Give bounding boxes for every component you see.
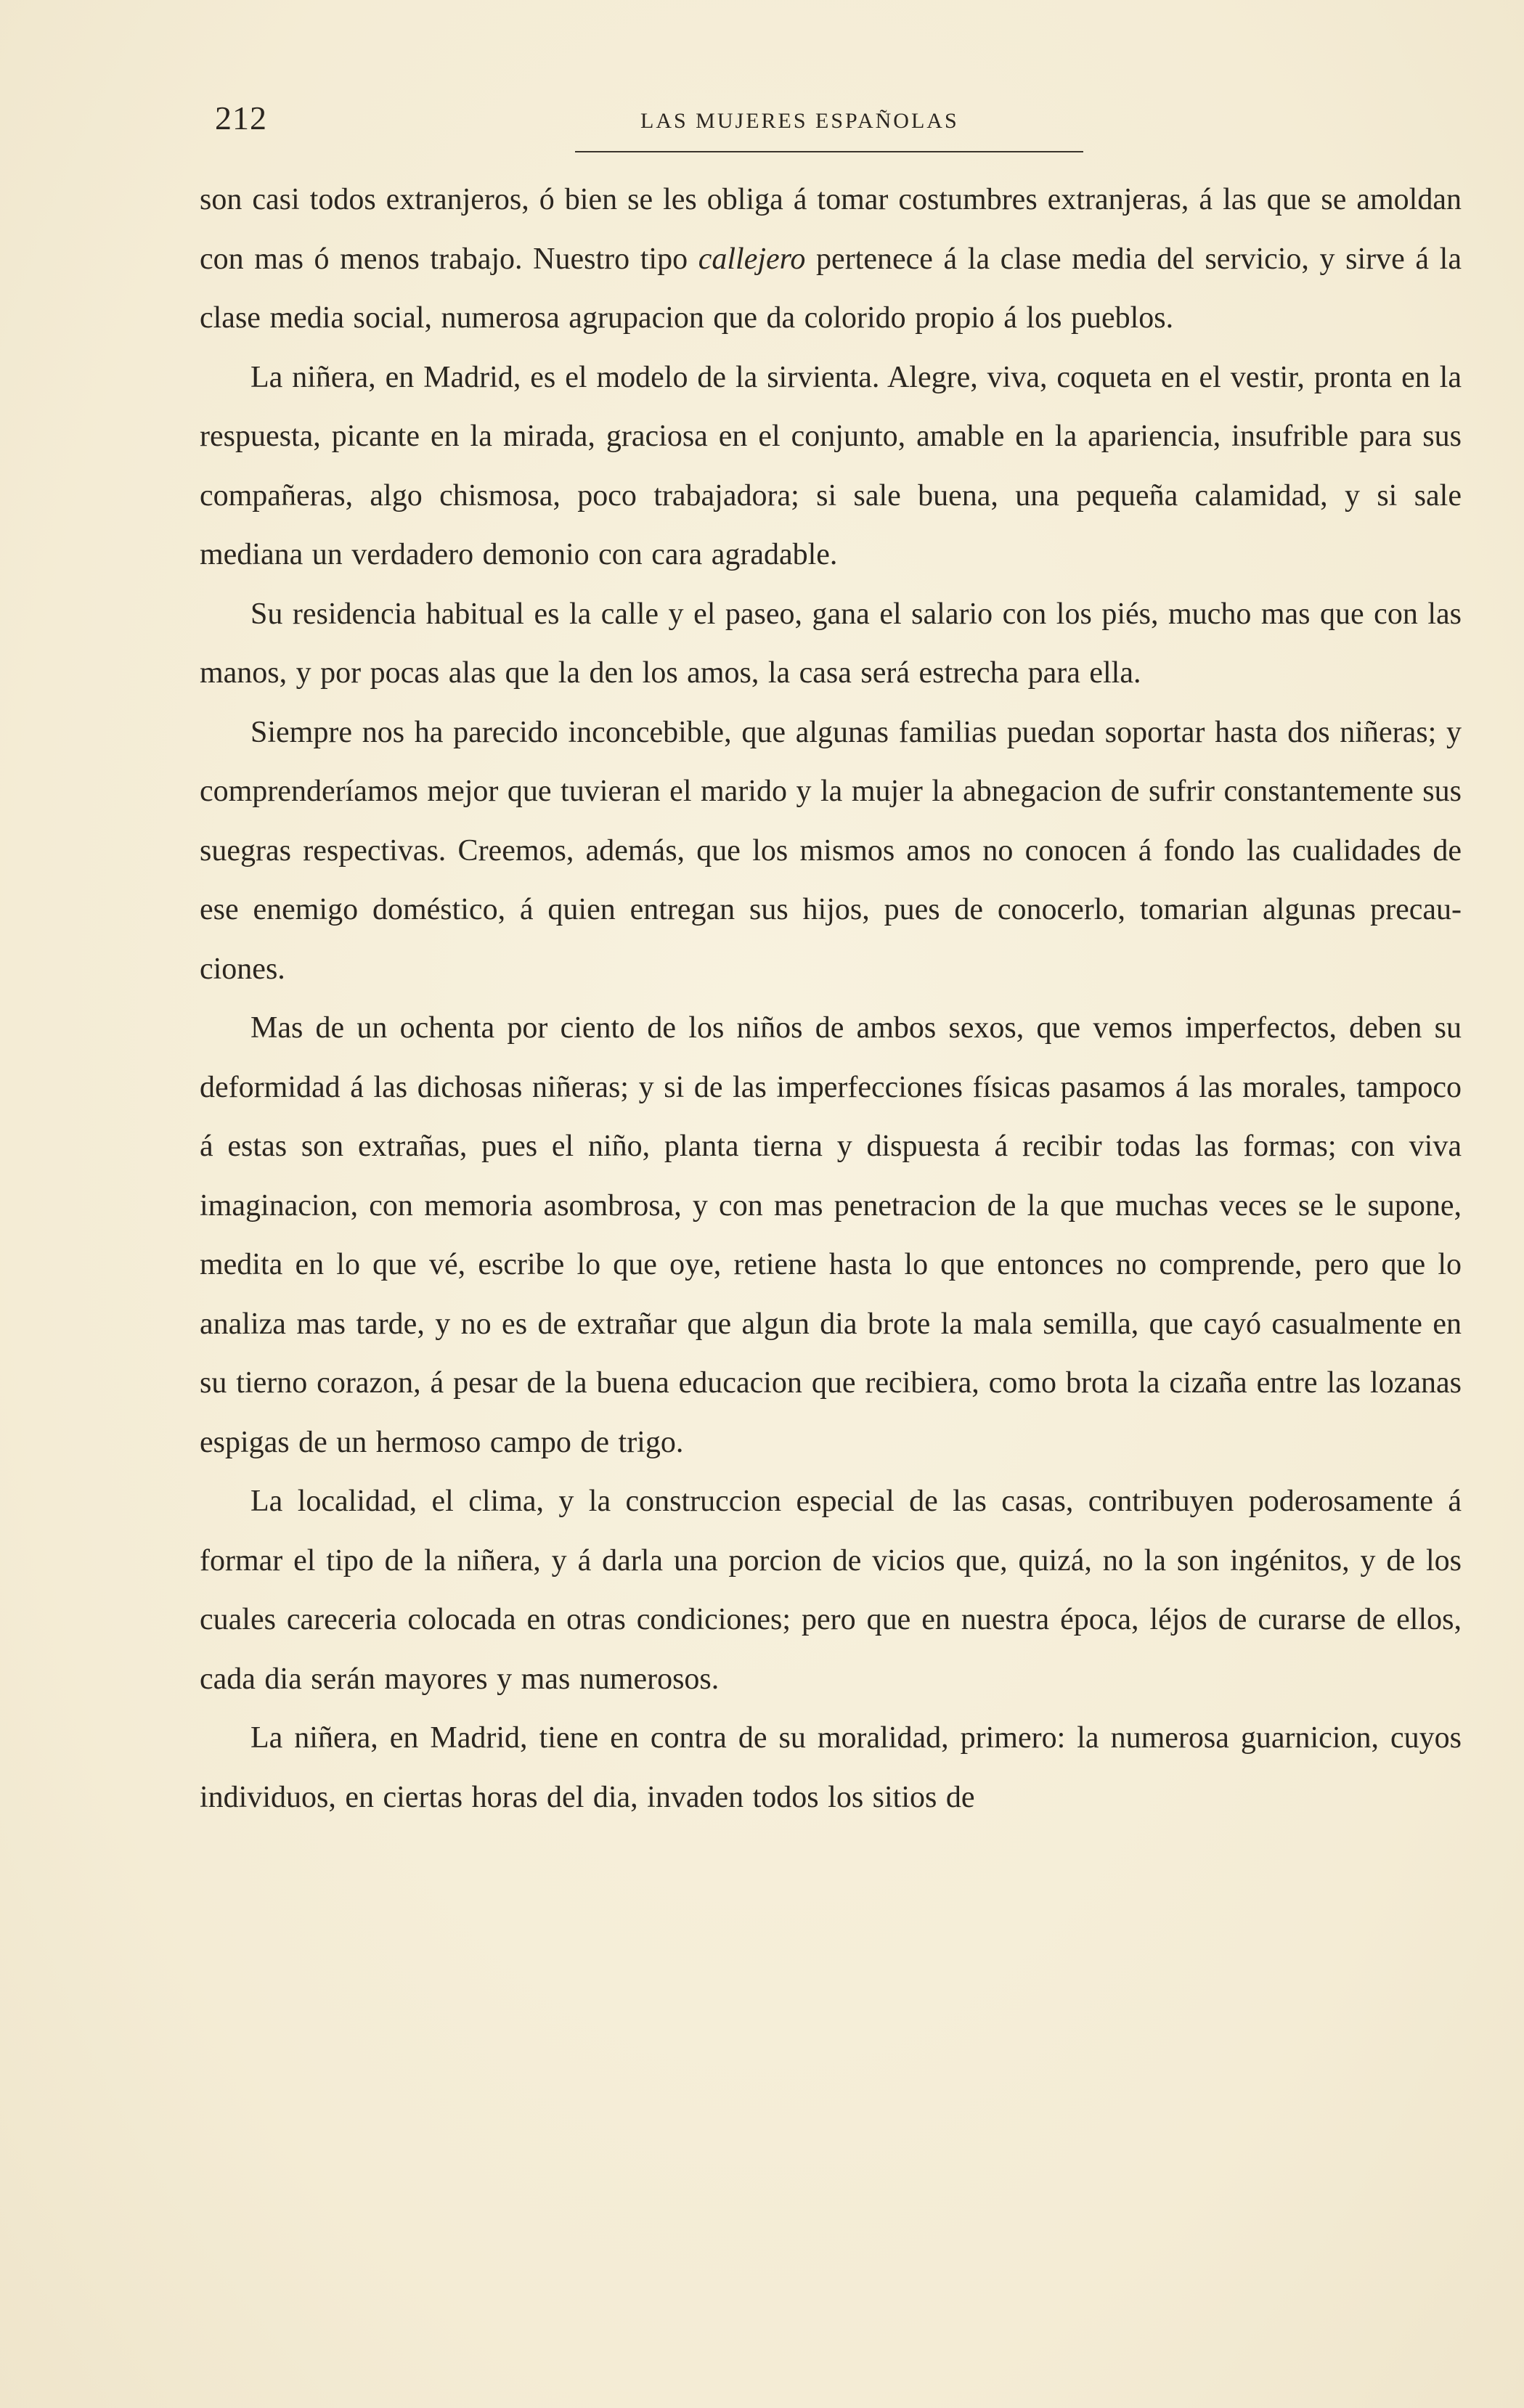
paragraph-7: La niñera, en Madrid, tiene en contra de su moralidad, primero: la numerosa guarnicion, cuyos individuos, en ciertas horas del dia, invaden todos los sitios de — [200, 1721, 1462, 1814]
body-text — [200, 171, 1462, 1827]
paragraph-3: Su residencia habitual es la calle y el paseo, gana el salario con los piés, mucho mas que con las manos, y por pocas alas que la den los amos, la casa será estrecha para ella. — [200, 597, 1462, 690]
paragraph-5: Mas de un ochenta por ciento de los niños de ambos sexos, que vemos imperfectos, deben su deformidad á las dichosas niñeras; y si de las imperfecciones físicas pasamos á las morales, tampoco á estas son extrañas, pues el niño, planta tierna y dispuesta á recibir todas las formas; con viva imaginacion, con memoria asombrosa, y con mas penetracion de la que muchas veces se le supone, medita en lo que vé, escribe lo que oye, retiene hasta lo que entonces no comprende, pero que lo analiza mas tarde, y no es de extrañar que algun dia brote la mala semilla, que cayó casualmente en su tierno corazon, á pesar de la buena educacion que recibiera, como brota la cizaña entre las lozanas espigas de un hermoso campo de trigo. — [200, 1011, 1462, 1459]
paragraph-1 — [200, 171, 1462, 348]
running-head — [215, 94, 1083, 152]
paragraph-1-text-start: son casi todos extranjeros, ó bien se les obliga á tomar costumbres extranjeras, á las que se amoldan con mas ó menos trabajo. Nuestro tipo — [200, 183, 1462, 276]
paragraph-2: La niñera, en Madrid, es el modelo de la sirvienta. Alegre, viva, coqueta en el vestir, pronta en la respuesta, picante en la mirada, graciosa en el conjunto, amable en la apariencia, insufrible para sus compañeras, algo chismosa, poco trabajadora; si sale buena, una pequeña calamidad, y si sale mediana un verdadero demonio con cara agradable. — [200, 360, 1462, 571]
paragraph-1-text-end: pertenece á la clase media del servicio, y sirve á la clase media social, numerosa agrupacion que da colorido propio á los pueblos. — [200, 242, 1462, 335]
emphasis-callejero: callejero — [698, 242, 806, 276]
paragraph-6: La localidad, el clima, y la construccion especial de las casas, contribuyen poderosamente á formar el tipo de la niñera, y á darla una porcion de vicios que, quizá, no la son ingénitos, y de los cuales careceria colocada en otras condiciones; pero que en nuestra época, léjos de curarse de ellos, cada dia serán mayores y mas numerosos. — [200, 1485, 1462, 1696]
page-number: 212 — [215, 99, 267, 136]
running-title: LAS MUJERES ESPAÑOLAS — [640, 109, 959, 133]
paragraph-4: Siempre nos ha parecido inconcebible, que algunas familias puedan soportar hasta dos niñeras; y comprenderíamos mejor que tuvieran el marido y la mujer la abnegacion de sufrir constantemente sus suegras respectivas. Creemos, además, que los mismos amos no conocen á fondo las cualidades de ese enemigo doméstico, á quien entregan sus hijos, pues de conocerlo, tomarian algunas precauciones. — [200, 715, 1462, 986]
header-rule — [575, 151, 1083, 152]
